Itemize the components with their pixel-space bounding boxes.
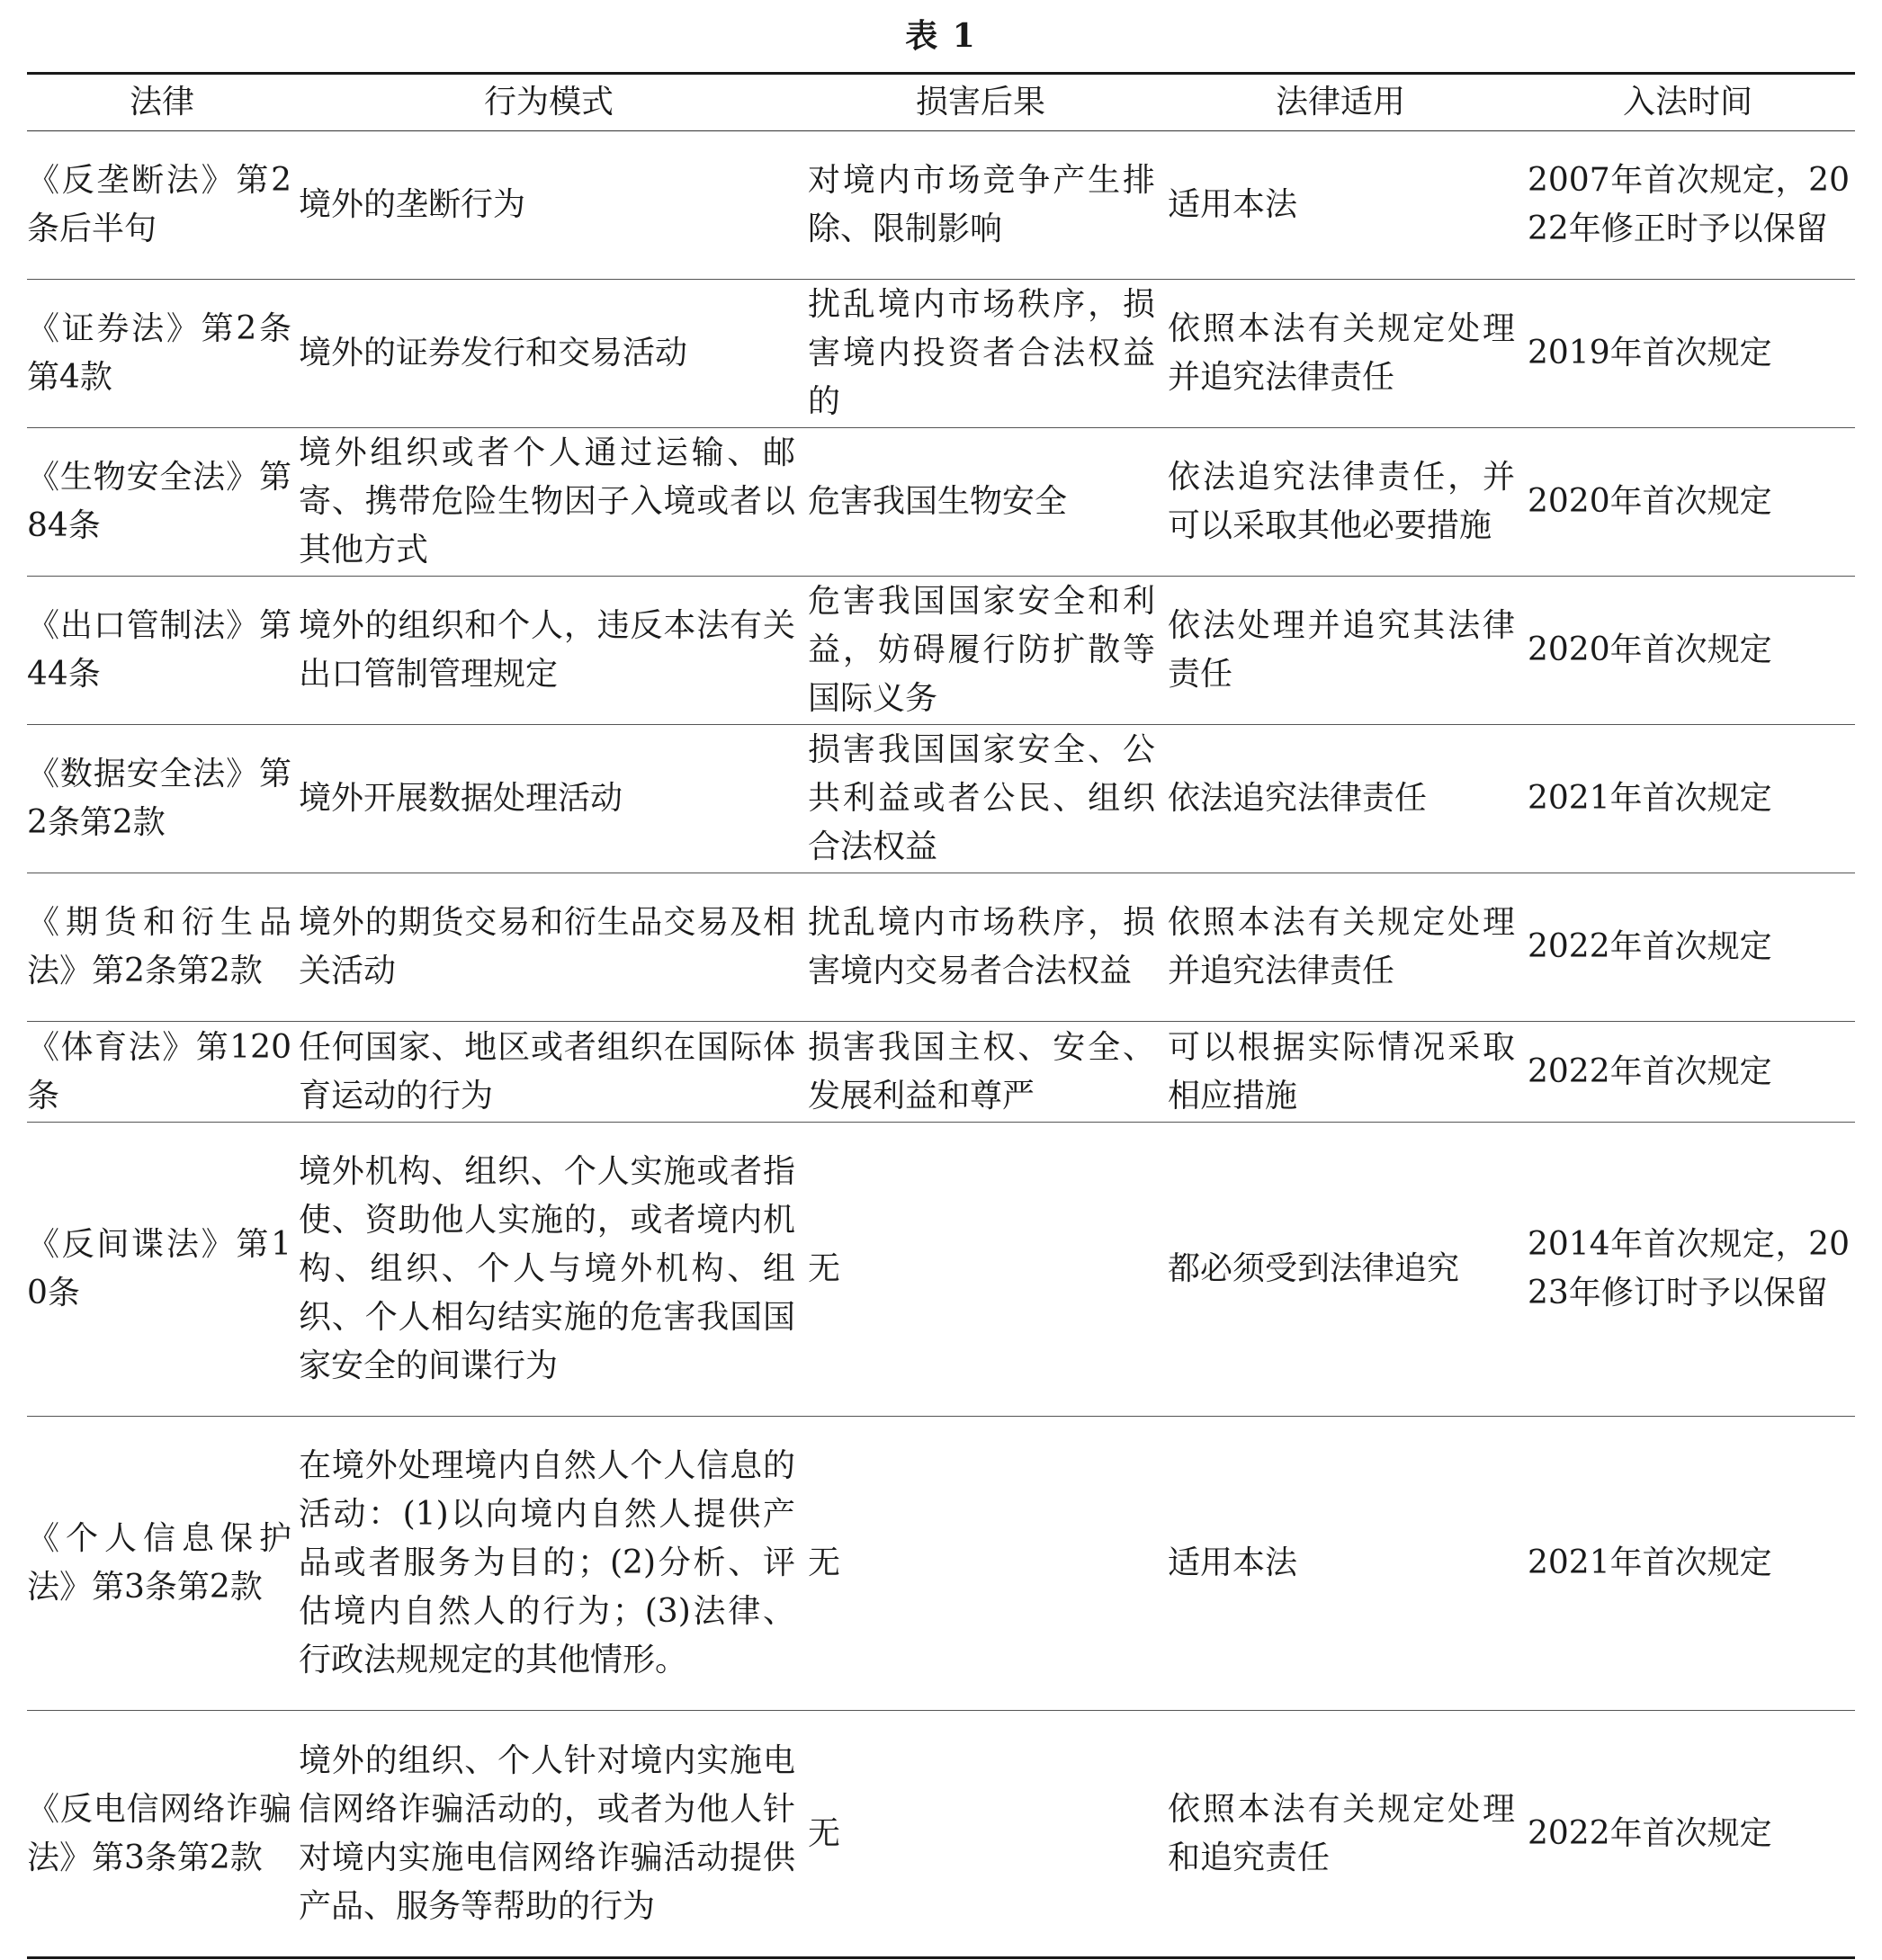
cell-harm: 扰乱境内市场秩序，损害境内交易者合法权益 xyxy=(801,873,1161,1022)
cell-time: 2020年首次规定 xyxy=(1520,577,1855,725)
cell-application: 依照本法有关规定处理和追究责任 xyxy=(1161,1711,1520,1958)
table-row xyxy=(27,280,1855,428)
document-page xyxy=(27,0,1855,1959)
cell-time: 2020年首次规定 xyxy=(1520,428,1855,577)
cell-time: 2014年首次规定，2023年修订时予以保留 xyxy=(1520,1123,1855,1417)
cell-conduct: 境外的垄断行为 xyxy=(297,131,801,280)
cell-conduct: 境外的组织和个人，违反本法有关出口管制管理规定 xyxy=(297,577,801,725)
cell-time: 2022年首次规定 xyxy=(1520,1022,1855,1123)
cell-application: 适用本法 xyxy=(1161,1417,1520,1711)
header-law: 法律 xyxy=(27,74,297,131)
law-table xyxy=(27,72,1855,1959)
table-row xyxy=(27,1123,1855,1417)
table-row xyxy=(27,1417,1855,1711)
cell-harm: 扰乱境内市场秩序，损害境内投资者合法权益的 xyxy=(801,280,1161,428)
cell-conduct: 境外的期货交易和衍生品交易及相关活动 xyxy=(297,873,801,1022)
cell-conduct: 任何国家、地区或者组织在国际体育运动的行为 xyxy=(297,1022,801,1123)
cell-law: 《数据安全法》第2条第2款 xyxy=(27,725,297,873)
cell-conduct: 境外的组织、个人针对境内实施电信网络诈骗活动的，或者为他人针对境内实施电信网络诈骗活动提供产品、服务等帮助的行为 xyxy=(297,1711,801,1958)
cell-conduct: 境外开展数据处理活动 xyxy=(297,725,801,873)
cell-law: 《体育法》第120条 xyxy=(27,1022,297,1123)
cell-application: 依照本法有关规定处理并追究法律责任 xyxy=(1161,873,1520,1022)
header-row xyxy=(27,74,1855,131)
header-application: 法律适用 xyxy=(1161,74,1520,131)
cell-time: 2007年首次规定，2022年修正时予以保留 xyxy=(1520,131,1855,280)
table-row xyxy=(27,1022,1855,1123)
cell-harm: 损害我国国家安全、公共利益或者公民、组织合法权益 xyxy=(801,725,1161,873)
cell-law: 《生物安全法》第84条 xyxy=(27,428,297,577)
table-row xyxy=(27,725,1855,873)
cell-law: 《期货和衍生品法》第2条第2款 xyxy=(27,873,297,1022)
cell-time: 2019年首次规定 xyxy=(1520,280,1855,428)
table-row xyxy=(27,428,1855,577)
table-row xyxy=(27,131,1855,280)
cell-application: 可以根据实际情况采取相应措施 xyxy=(1161,1022,1520,1123)
cell-time: 2021年首次规定 xyxy=(1520,1417,1855,1711)
cell-law: 《出口管制法》第44条 xyxy=(27,577,297,725)
cell-application: 依照本法有关规定处理并追究法律责任 xyxy=(1161,280,1520,428)
cell-law: 《反间谍法》第10条 xyxy=(27,1123,297,1417)
table-row xyxy=(27,577,1855,725)
table-caption: 表 1 xyxy=(905,17,977,55)
table-row xyxy=(27,873,1855,1022)
cell-time: 2022年首次规定 xyxy=(1520,1711,1855,1958)
cell-law: 《证券法》第2条第4款 xyxy=(27,280,297,428)
cell-harm: 危害我国生物安全 xyxy=(801,428,1161,577)
cell-time: 2021年首次规定 xyxy=(1520,725,1855,873)
cell-conduct: 境外组织或者个人通过运输、邮寄、携带危险生物因子入境或者以其他方式 xyxy=(297,428,801,577)
cell-harm: 无 xyxy=(801,1417,1161,1711)
cell-application: 依法追究法律责任，并可以采取其他必要措施 xyxy=(1161,428,1520,577)
cell-time: 2022年首次规定 xyxy=(1520,873,1855,1022)
cell-conduct: 境外机构、组织、个人实施或者指使、资助他人实施的，或者境内机构、组织、个人与境外机构、组织、个人相勾结实施的危害我国国家安全的间谍行为 xyxy=(297,1123,801,1417)
cell-harm: 损害我国主权、安全、发展利益和尊严 xyxy=(801,1022,1161,1123)
cell-application: 都必须受到法律追究 xyxy=(1161,1123,1520,1417)
cell-law: 《反垄断法》第2条后半句 xyxy=(27,131,297,280)
cell-conduct: 境外的证券发行和交易活动 xyxy=(297,280,801,428)
cell-harm: 对境内市场竞争产生排除、限制影响 xyxy=(801,131,1161,280)
cell-harm: 无 xyxy=(801,1711,1161,1958)
cell-law: 《反电信网络诈骗法》第3条第2款 xyxy=(27,1711,297,1958)
cell-harm: 危害我国国家安全和利益，妨碍履行防扩散等国际义务 xyxy=(801,577,1161,725)
cell-application: 依法处理并追究其法律责任 xyxy=(1161,577,1520,725)
header-harm: 损害后果 xyxy=(801,74,1161,131)
cell-law: 《个人信息保护法》第3条第2款 xyxy=(27,1417,297,1711)
table-row xyxy=(27,1711,1855,1958)
cell-harm: 无 xyxy=(801,1123,1161,1417)
table-body xyxy=(27,131,1855,1958)
cell-application: 依法追究法律责任 xyxy=(1161,725,1520,873)
table-header xyxy=(27,74,1855,131)
header-conduct: 行为模式 xyxy=(297,74,801,131)
cell-conduct: 在境外处理境内自然人个人信息的活动：(1)以向境内自然人提供产品或者服务为目的；(2)分析、评估境内自然人的行为；(3)法律、行政法规规定的其他情形。 xyxy=(297,1417,801,1711)
header-time: 入法时间 xyxy=(1520,74,1855,131)
cell-application: 适用本法 xyxy=(1161,131,1520,280)
